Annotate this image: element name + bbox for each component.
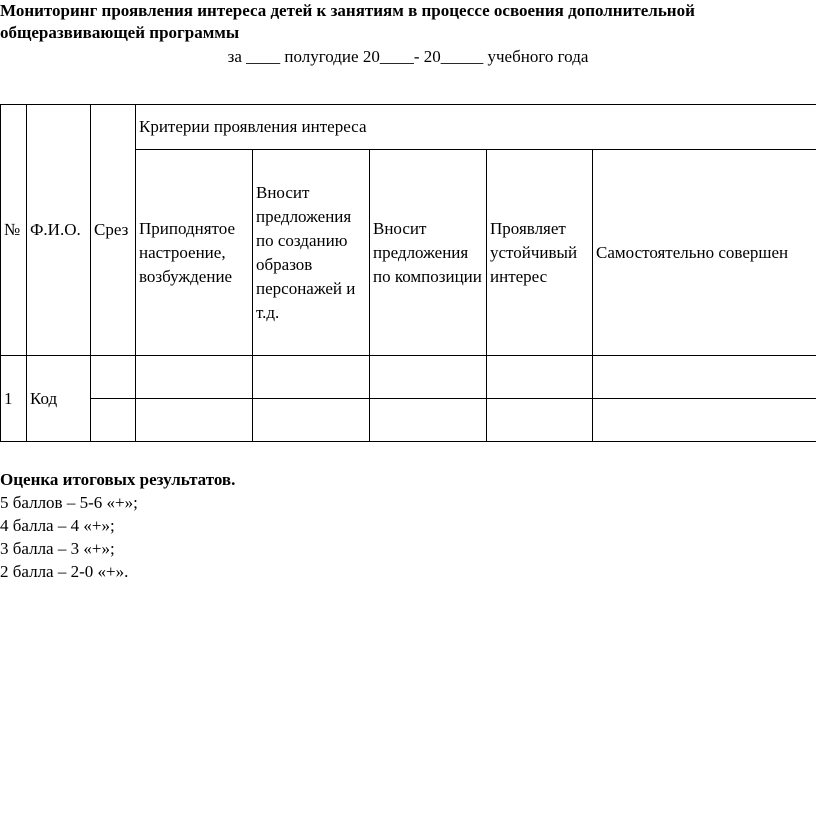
header-cut: Срез xyxy=(91,105,136,356)
cell-empty xyxy=(593,356,816,399)
results-section xyxy=(0,468,235,583)
monitoring-table xyxy=(0,104,816,442)
cell-empty xyxy=(593,399,816,442)
cell-empty xyxy=(487,399,593,442)
cell-empty xyxy=(370,356,487,399)
cell-empty xyxy=(370,399,487,442)
header-name: Ф.И.О. xyxy=(27,105,91,356)
cell-empty xyxy=(136,356,253,399)
criteria-characters: Вносит предложения по созданию образов персонажей и т.д. xyxy=(253,150,370,356)
row-code: Код xyxy=(27,356,91,442)
cell-empty xyxy=(487,356,593,399)
criteria-mood: Приподнятое настроение, возбуждение xyxy=(136,150,253,356)
results-line: 3 балла – 3 «+»; xyxy=(0,539,115,558)
cell-empty xyxy=(253,356,370,399)
criteria-steady-interest: Проявляет устойчивый интерес xyxy=(487,150,593,356)
results-title: Оценка итоговых результатов. xyxy=(0,470,236,489)
criteria-composition: Вносит предложения по композиции xyxy=(370,150,487,356)
criteria-header: Критерии проявления интереса xyxy=(136,105,816,150)
row-number: 1 xyxy=(1,356,27,442)
results-line: 5 баллов – 5-6 «+»; xyxy=(0,493,138,512)
cell-empty xyxy=(253,399,370,442)
cell-cut-1 xyxy=(91,356,136,399)
document-title: Мониторинг проявления интереса детей к занятиям в процессе освоения дополнительной общеразвивающей программы xyxy=(0,1,695,42)
results-line: 2 балла – 2-0 «+». xyxy=(0,562,129,581)
criteria-independent: Самостоятельно совершен xyxy=(593,150,816,356)
results-line: 4 балла – 4 «+»; xyxy=(0,516,115,535)
period-line: за ____ полугодие 20____- 20_____ учебного года xyxy=(227,47,589,66)
monitoring-table-wrapper xyxy=(0,104,816,443)
cell-empty xyxy=(136,399,253,442)
header-number: № xyxy=(1,105,27,356)
cell-cut-2 xyxy=(91,399,136,442)
